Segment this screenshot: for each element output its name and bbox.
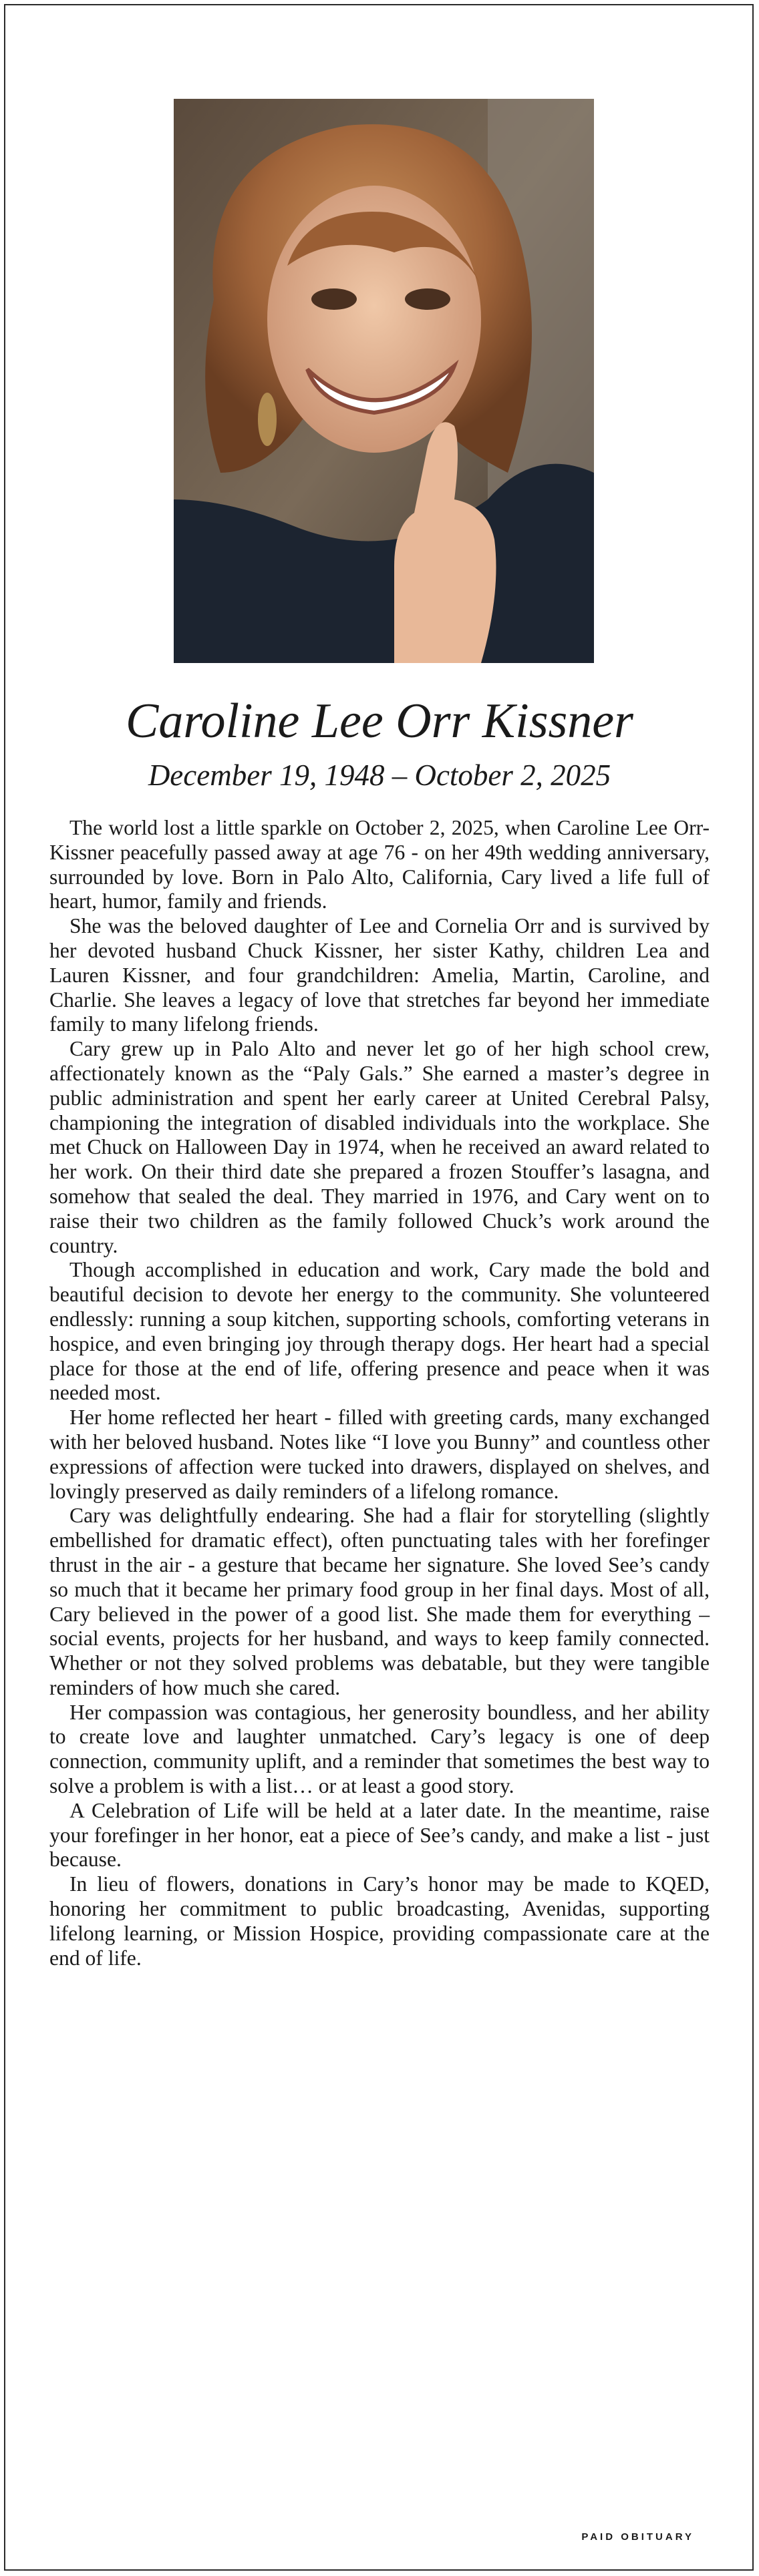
obituary-paragraph: Though accomplished in education and work, Cary made the bold and beautiful decision to devote her energy to the community. She volunteered endlessly: running a soup kitchen, supporting schools, comforting veterans in hospice, and even bringing joy through therapy dogs. Her heart had a special place for those at the end of life, offering presence and peace when it was needed most. — [49, 1258, 710, 1405]
deceased-name: Caroline Lee Orr Kissner — [126, 694, 633, 748]
portrait-photo — [174, 99, 594, 663]
obituary-paragraph: Cary grew up in Palo Alto and never let go of her high school crew, affectionately known as the “Paly Gals.” She earned a master’s degree in public administration and spent her early career at United Cerebral Palsy, championing the integration of disabled individuals into the workplace. She met Chuck on Halloween Day in 1974, when he received an award related to her work. On their third date she prepared a frozen Stouffer’s lasagna, and somehow that sealed the deal. They married in 1976, and Cary went on to raise their two children as the family followed Chuck’s work around the country. — [49, 1037, 710, 1257]
obituary-paragraph: Her compassion was contagious, her generosity boundless, and her ability to create love and laughter unmatched. Cary’s legacy is one of deep connection, community uplift, and a reminder that sometimes the best way to solve a problem is with a list… or at least a good story. — [49, 1700, 710, 1798]
obituary-paragraph: The world lost a little sparkle on October 2, 2025, when Caroline Lee Orr-Kissner peacefully passed away at age 76 - on her 49th wedding anniversary, surrounded by love. Born in Palo Alto, California, Cary lived a life full of heart, humor, family and friends. — [49, 816, 710, 913]
obituary-paragraph: Cary was delightfully endearing. She had a flair for storytelling (slightly embellished for dramatic effect), often punctuating tales with her forefinger thrust in the air - a gesture that became her signature. She loved See’s candy so much that it became her primary food group in her final days. Most of all, Cary believed in the power of a good list. She made them for everything – social events, projects for her husband, and ways to keep family connected. Whether or not they solved problems was debatable, but they were tangible reminders of how much she cared. — [49, 1504, 710, 1699]
obituary-paragraph: A Celebration of Life will be held at a later date. In the meantime, raise your forefinger in her honor, eat a piece of See’s candy, and make a list - just because. — [49, 1798, 710, 1872]
obituary-paragraph: Her home reflected her heart - filled with greeting cards, many exchanged with her beloved husband. Notes like “I love you Bunny” and countless other expressions of affection were tucked into drawers, displayed on shelves, and lovingly preserved as daily reminders of a lifelong romance. — [49, 1406, 710, 1503]
life-dates: December 19, 1948 – October 2, 2025 — [148, 759, 611, 792]
portrait-illustration — [174, 99, 594, 663]
obituary-body — [49, 816, 710, 1970]
paid-obituary-label: PAID OBITUARY — [581, 2531, 694, 2543]
obituary-paragraph: She was the beloved daughter of Lee and Cornelia Orr and is survived by her devoted husband Chuck Kissner, her sister Kathy, children Lea and Lauren Kissner, and four grandchildren: Amelia, Martin, Caroline, and Charlie. She leaves a legacy of love that stretches far beyond her immediate family to many lifelong friends. — [49, 914, 710, 1036]
obituary-paragraph: In lieu of flowers, donations in Cary’s honor may be made to KQED, honoring her commitment to public broadcasting, Avenidas, supporting lifelong learning, or Mission Hospice, providing compassionate care at the end of life. — [49, 1872, 710, 1970]
